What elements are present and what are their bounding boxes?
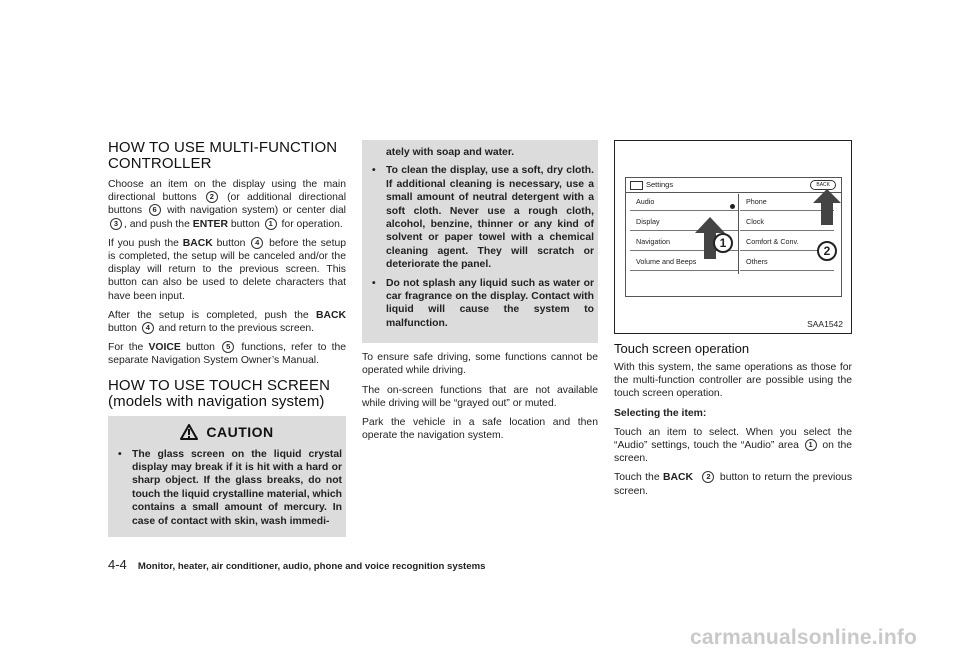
paragraph-touch-operation: With this system, the same operations as those for the multi-function controller are possible using the touch screen operation. [614,362,852,400]
caution-list [108,448,346,528]
text: and return to the previous screen. [158,323,315,335]
callout-2: 2 [817,241,837,261]
callout-number: 1 [805,439,817,451]
arrow-up-icon [811,187,843,227]
paragraph-back-button [108,237,346,303]
text: (or additional directional buttons [108,192,347,217]
callout-number: 4 [142,322,154,334]
text: Selecting the item: [614,407,707,419]
paragraph-touch-back [614,471,852,497]
back-button: BACK [810,180,836,190]
callout-number: 2 [206,191,218,203]
text: To clean the display, use a soft, dry cloth. If additional cleaning is necessary, use a small amount of neutral detergent with a soft cloth. Never use a rough cloth, alcohol, benzine, thinner or any kind of solvent or paper towel with a chemical cleaning agent. They will scratch or deteriorate the panel. [386,165,594,271]
text: Do not splash any liquid such as water or car fragrance on the display. Contact with liquid will cause the system to malfunction. [386,277,594,329]
screen-header [626,178,841,193]
callout-number: 2 [702,471,714,483]
text: button [216,237,246,249]
keyword-enter: ENTER [192,218,228,230]
text: The glass screen on the liquid crystal display may break if it is hit with a hard or sharp object. If the glass breaks, do not touch the liquid crystalline material, which contains a small amount of mercury. In case of contact with skin, wash immedi- [132,448,342,527]
watermark: carmanualsonline.info [690,626,918,649]
caution-continuation: ately with soap and water. [386,147,515,158]
settings-screen-figure [614,140,852,334]
column-left [108,140,346,537]
keyword-voice: VOICE [148,342,181,354]
heading-touch-screen: HOW TO USE TOUCH SCREEN (models with navigation system) [108,376,331,410]
text: For the [108,342,144,354]
settings-icon [630,181,643,190]
paragraph-touch-item [614,426,852,466]
callout-number: 4 [251,237,263,249]
list-item [108,448,346,528]
keyword-back: BACK [316,309,347,321]
heading-touch-screen-operation: Touch screen operation [614,341,750,356]
list-item [362,277,598,331]
callout-1: 1 [713,233,733,253]
text: button [108,323,137,335]
column-right [614,140,852,504]
menu-item-comfort: Comfort & Conv. [740,234,834,251]
text: on the screen. [614,440,853,465]
callout-number: 6 [149,204,161,216]
text: , and push the [124,218,190,230]
text: Choose an item on the display using the main directional buttons [108,179,346,204]
caution-box-continued [362,140,598,343]
list-item [362,164,598,271]
callout-number: 1 [265,218,277,230]
text: If you push the [108,237,179,249]
display-screen [625,177,842,297]
callout-number: 3 [110,218,122,230]
text: Touch an item to select. When you select the “Audio” settings, touch the “Audio” area [614,426,852,452]
menu-item-others: Others [740,254,834,271]
text: button [230,218,260,230]
menu-item-phone: Phone [740,194,834,211]
page-footer [108,557,485,572]
paragraph-voice-button [108,341,346,367]
menu-item-navigation: Navigation [630,234,738,251]
bullet: • [372,165,376,177]
chapter-title: Monitor, heater, air conditioner, audio, phone and voice recognition systems [137,561,486,572]
paragraph-grayed-out: The on-screen functions that are not available while driving will be “grayed out” or muted. [362,384,598,409]
caution-box [108,416,346,537]
text: After the setup is completed, push the [108,309,309,321]
menu-item-audio: Audio [630,194,738,211]
callout-number: 5 [222,341,234,353]
subheading-selecting-item [614,407,852,420]
paragraph-choose-item [108,178,346,231]
text: functions, refer to the separate Navigation System Owner’s Manual. [108,342,347,367]
menu-item-volume-beeps: Volume and Beeps [630,254,738,271]
menu-item-display: Display [630,214,738,231]
heading-multi-function-controller: HOW TO USE MULTI-FUNCTION CONTROLLER [108,139,338,172]
text: before the setup is completed, the setup will be canceled and/or the display will return to the previous screen. This button can also be used to delete characters that have been input. [108,237,347,302]
bullet: • [118,448,122,460]
keyword-back: BACK [182,237,213,249]
figure-code: SAA1542 [807,319,843,329]
text: button [186,342,215,354]
column-divider [738,194,739,274]
paragraph-park-vehicle: Park the vehicle in a safe location and then operate the navigation system. [362,417,598,442]
text: for operation. [281,218,343,230]
warning-icon [180,424,198,440]
caution-heading [108,422,346,442]
keyword-back: BACK [663,472,694,484]
paragraph-safe-driving: To ensure safe driving, some functions cannot be operated while driving. [362,352,598,377]
page-number: 4-4 [108,557,127,572]
text: with navigation system) or center dial [167,205,346,217]
text: button to return the previous screen. [614,472,853,497]
bullet: • [372,277,376,289]
selection-dot [730,204,735,209]
screen-title: Settings [646,180,674,189]
caution-list [362,164,598,330]
paragraph-after-setup [108,309,346,335]
caution-title: CAUTION [206,423,274,440]
menu-item-clock: Clock [740,214,834,231]
column-middle [362,140,598,449]
text: Touch the [614,472,660,484]
